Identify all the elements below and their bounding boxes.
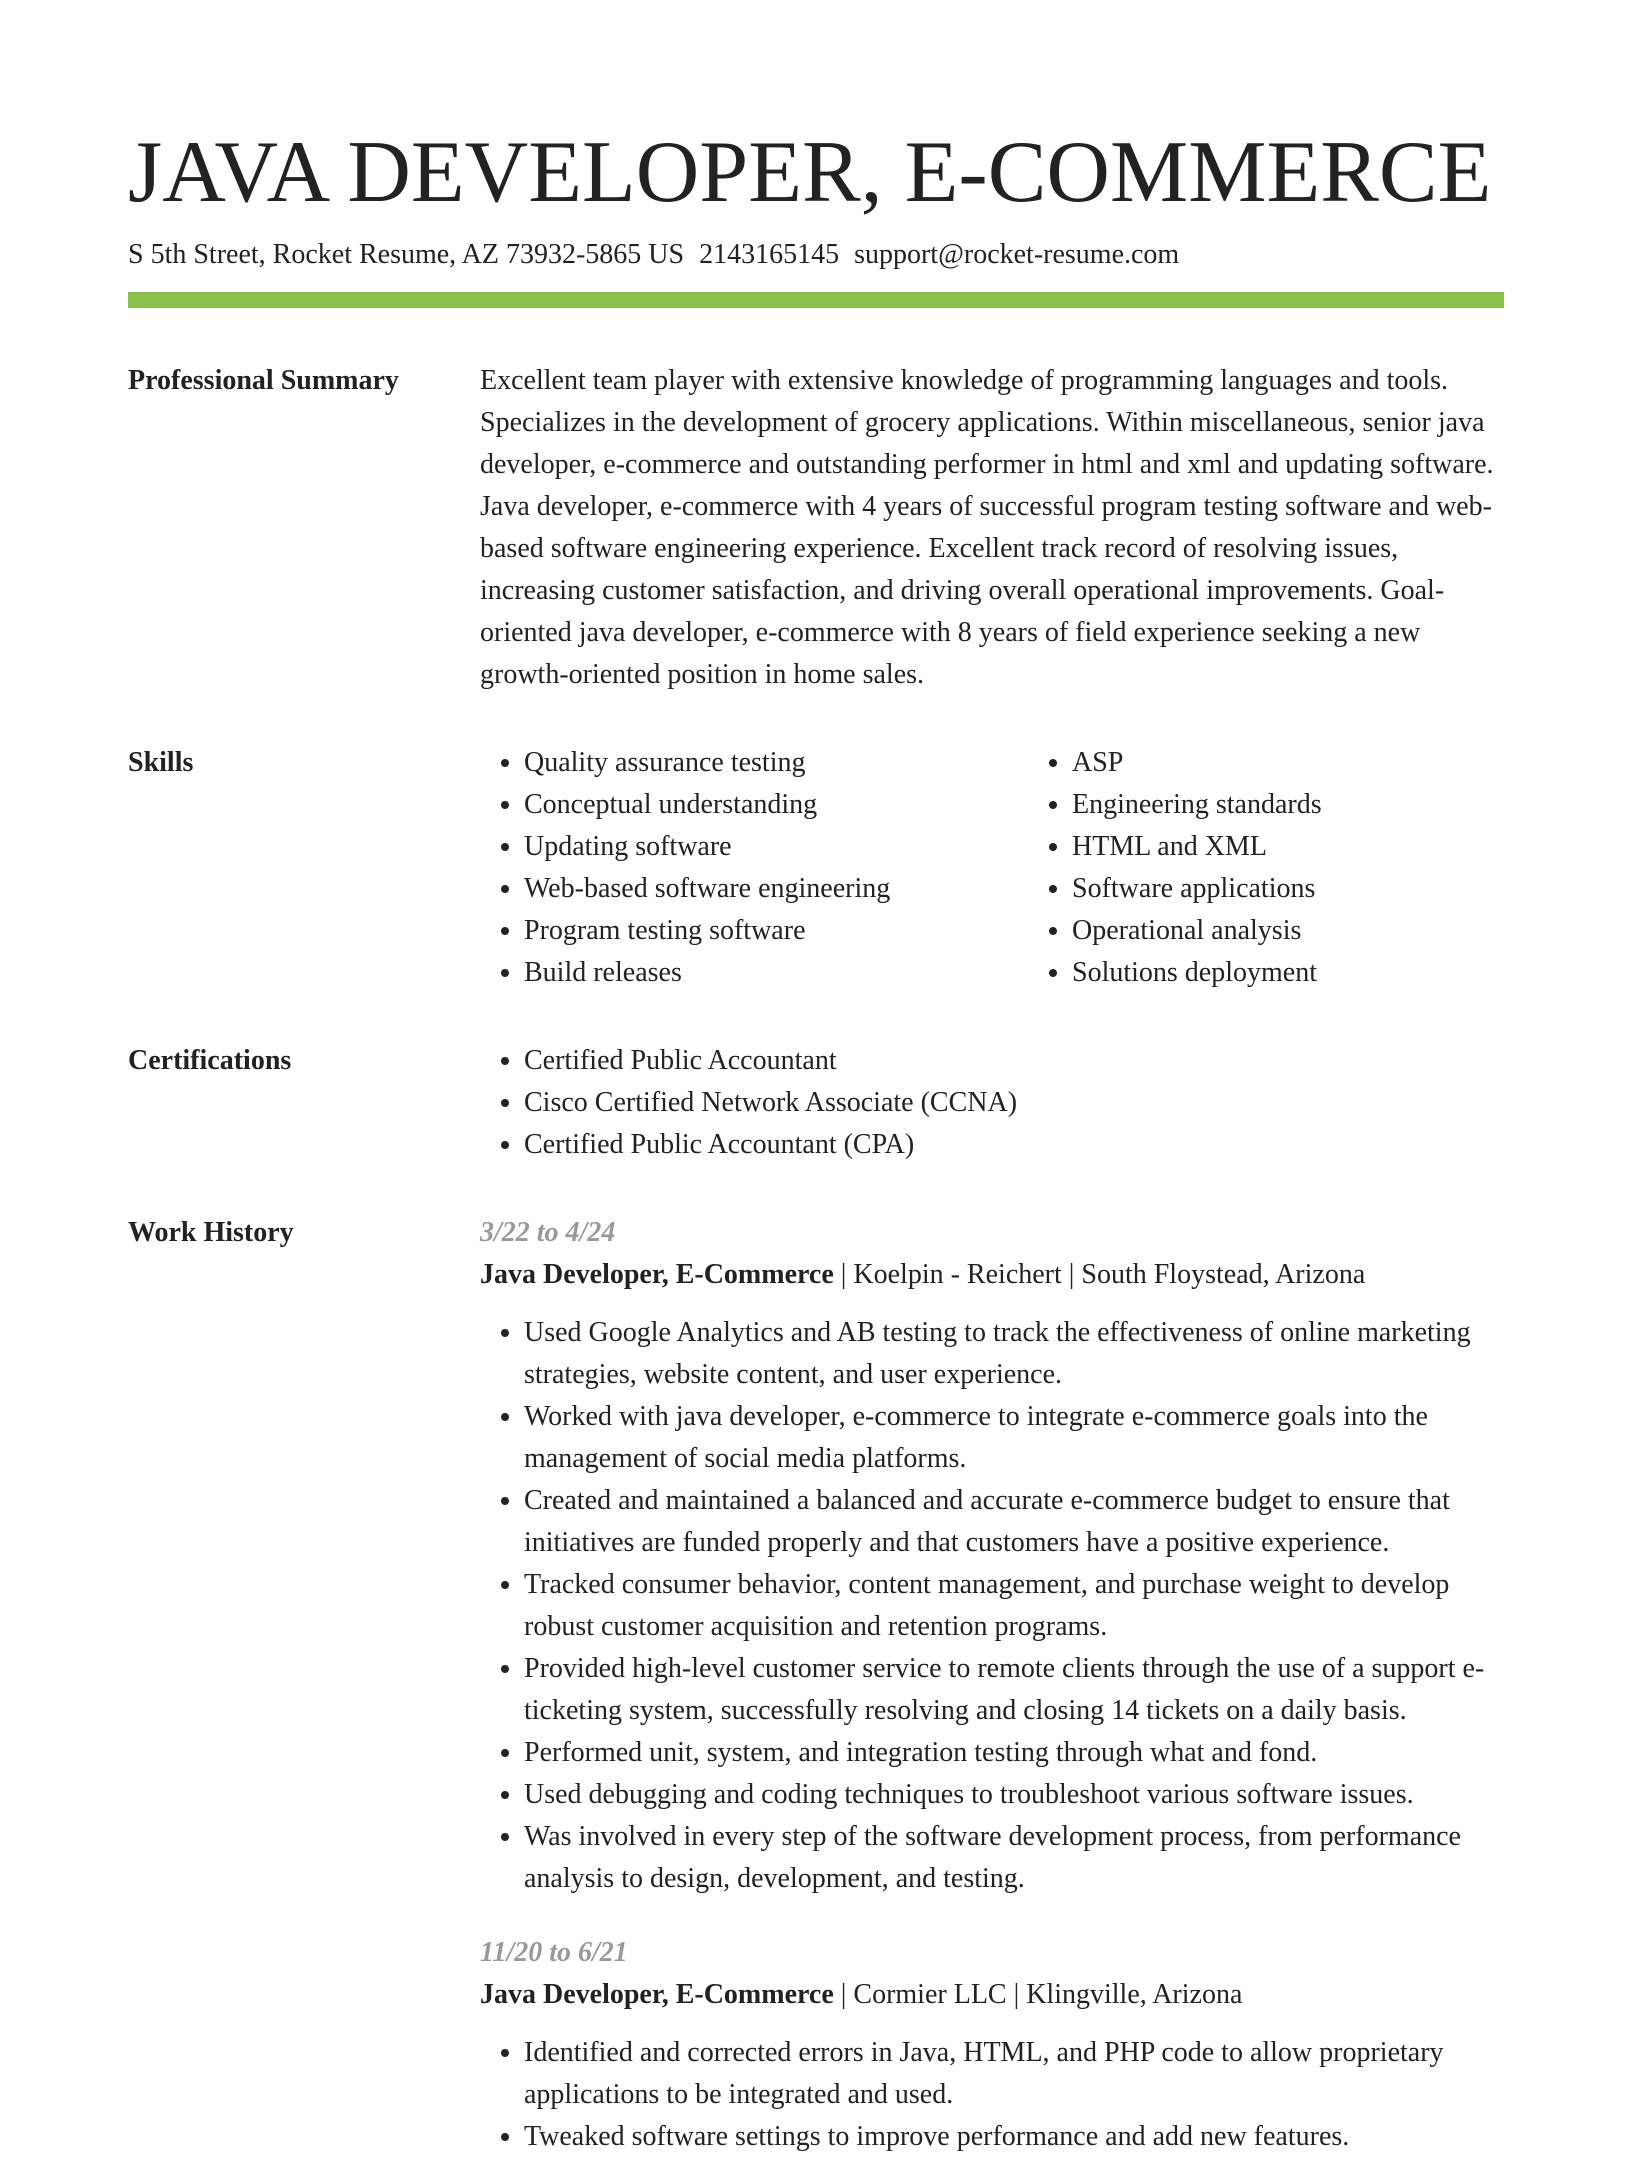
skill-item: • Software applications [1072, 868, 1576, 910]
certification-item: • Certified Public Accountant (CPA) [524, 1124, 1504, 1166]
job-bullet: • Was involved in every step of the software development process, from performance analysis to design, development, and testing. [524, 1816, 1504, 1900]
skill-item: • Engineering standards [1072, 784, 1576, 826]
skills-column-1 [480, 742, 1028, 994]
header-divider [128, 292, 1504, 308]
resume-page [128, 0, 1504, 2158]
certifications-list [480, 1040, 1504, 1166]
job-bullet: • Tracked consumer behavior, content management, and purchase weight to develop robust customer acquisition and retention programs. [524, 1564, 1504, 1648]
contact-email: support@rocket-resume.com [854, 239, 1180, 270]
summary-text: Excellent team player with extensive knowledge of programming languages and tools. Specializes in the development of grocery applications. Within miscellaneous, senior java developer, e-commerce and outstanding performer in html and xml and updating software. Java developer, e-commerce with 4 years of successful program testing software and web-based software engineering experience. Excellent track record of resolving issues, increasing customer satisfaction, and driving overall operational improvements. Goal-oriented java developer, e-commerce with 8 years of field experience seeking a new growth-oriented position in home sales. [480, 365, 1494, 690]
job-heading [480, 1254, 1504, 1296]
skill-item: • HTML and XML [1072, 826, 1576, 868]
skill-item: • Build releases [524, 952, 1028, 994]
job-bullet: • Provided high-level customer service to remote clients through the use of a support e-ticketing system, successfully resolving and closing 14 tickets on a daily basis. [524, 1648, 1504, 1732]
skills-label: Skills [128, 747, 194, 778]
skill-item: • Operational analysis [1072, 910, 1576, 952]
job-bullet: • Used debugging and coding techniques to troubleshoot various software issues. [524, 1774, 1504, 1816]
contact-line [128, 238, 1504, 272]
job-dates: 3/22 to 4/24 [480, 1217, 616, 1248]
job-bullet: • Used Google Analytics and AB testing to track the effectiveness of online marketing strategies, website content, and user experience. [524, 1312, 1504, 1396]
job-dates: 11/20 to 6/21 [480, 1937, 628, 1968]
skill-item: • Solutions deployment [1072, 952, 1576, 994]
job-entry [480, 1212, 1504, 1900]
job-heading [480, 1974, 1504, 2016]
skills-section [128, 742, 1504, 994]
job-title: Java Developer, E-Commerce [480, 1979, 834, 2010]
certifications-section [128, 1040, 1504, 1166]
job-details: | Koelpin - Reichert | South Floystead, Arizona [833, 1259, 1366, 1290]
certifications-label: Certifications [128, 1045, 292, 1076]
skill-item: • Conceptual understanding [524, 784, 1028, 826]
certification-item: • Cisco Certified Network Associate (CCNA) [524, 1082, 1504, 1124]
job-bullets [480, 1312, 1504, 1900]
skill-item: • Web-based software engineering [524, 868, 1028, 910]
summary-body [480, 360, 1504, 696]
job-title: Java Developer, E-Commerce [480, 1259, 834, 1290]
certifications-body [480, 1040, 1504, 1166]
skill-item: • Updating software [524, 826, 1028, 868]
job-bullets [480, 2032, 1504, 2158]
job-bullet: • Tweaked software settings to improve performance and add new features. [524, 2116, 1504, 2158]
job-bullet: • Created and maintained a balanced and accurate e-commerce budget to ensure that initiatives are funded properly and that customers have a positive experience. [524, 1480, 1504, 1564]
candidate-name: JAVA DEVELOPER, E-COMMERCE [128, 124, 1492, 221]
contact-phone: 2143165145 [699, 239, 840, 270]
job-bullet: • Worked with java developer, e-commerce to integrate e-commerce goals into the management of social media platforms. [524, 1396, 1504, 1480]
skill-item: • Program testing software [524, 910, 1028, 952]
skill-item: • ASP [1072, 742, 1576, 784]
certification-item: • Certified Public Accountant [524, 1040, 1504, 1082]
job-bullet: • Performed unit, system, and integration testing through what and fond. [524, 1732, 1504, 1774]
job-entry [480, 1932, 1504, 2158]
skills-body [480, 742, 1576, 994]
job-bullet: • Identified and corrected errors in Java, HTML, and PHP code to allow proprietary applications to be integrated and used. [524, 2032, 1504, 2116]
skill-item: • Quality assurance testing [524, 742, 1028, 784]
work-history-section [128, 1212, 1504, 2158]
skills-column-2 [1028, 742, 1576, 994]
job-details: | Cormier LLC | Klingville, Arizona [833, 1979, 1243, 2010]
work-history-label: Work History [128, 1217, 294, 1248]
contact-address: S 5th Street, Rocket Resume, AZ 73932-5865 US [128, 239, 685, 270]
summary-section [128, 360, 1504, 696]
work-history-body [480, 1212, 1504, 2158]
summary-label: Professional Summary [128, 365, 399, 396]
